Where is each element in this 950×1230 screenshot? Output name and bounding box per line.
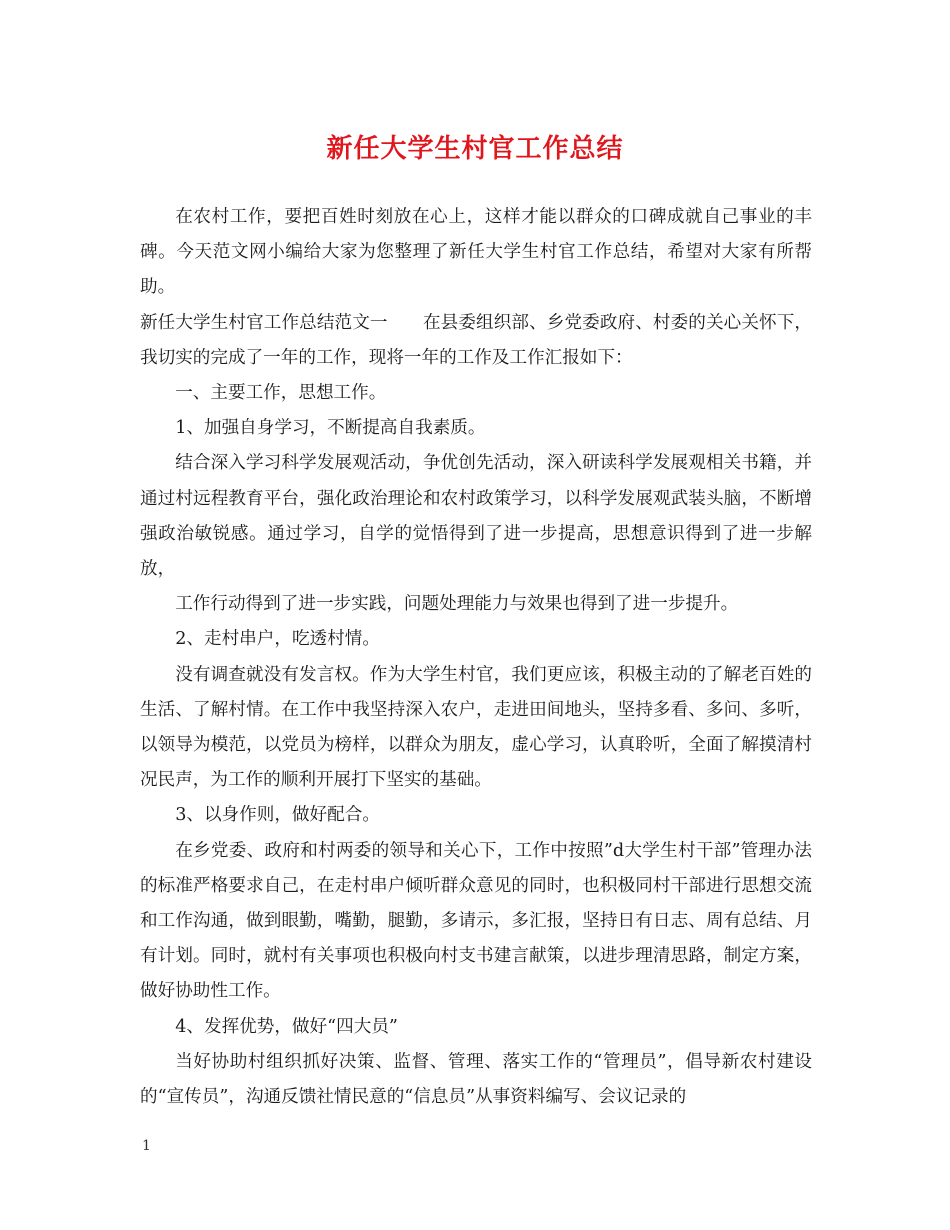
body-paragraph: 工作行动得到了进一步实践，问题处理能力与效果也得到了进一步提升。 xyxy=(175,594,739,615)
body-paragraph: 3、以身作则，做好配合。 xyxy=(175,805,380,826)
body-paragraph: 1、加强自身学习，不断提高自我素质。 xyxy=(175,418,486,439)
body-paragraph: 新任大学生村官工作总结范文一 在县委组织部、乡党委政府、村委的关心关怀下，我切实的完成了一年的工作，现将一年的工作及工作汇报如下： xyxy=(140,312,812,368)
body-paragraph: 结合深入学习科学发展观活动，争优创先活动，深入研读科学发展观相关书籍，并通过村远程教育平台，强化政治理论和农村政策学习，以科学发展观武装头脑，不断增强政治敏锐感。通过学习，自学的觉悟得到了进一步提高，思想意识得到了进一步解放， xyxy=(140,453,812,580)
body-paragraph: 在乡党委、政府和村两委的领导和关心下，工作中按照”d大学生村干部”管理办法的标准严格要求自己，在走村串户倾听群众意见的同时，也积极同村干部进行思想交流和工作沟通，做到眼勤，嘴勤，腿勤，多请示，多汇报，坚持日有日志、周有总结、月有计划。同时，就村有关事项也积极向村支书建言献策，以进步理清思路，制定方案，做好协助性工作。 xyxy=(140,840,812,1002)
page-number: 1 xyxy=(142,1138,151,1154)
document-title: 新任大学生村官工作总结 xyxy=(326,134,624,164)
body-paragraph: 一、主要工作，思想工作。 xyxy=(175,383,387,404)
body-paragraph: 当好协助村组织抓好决策、监督、管理、落实工作的“管理员”，倡导新农村建设的“宣传员”，沟通反馈社情民意的“信息员”从事资料编写、会议记录的 xyxy=(140,1051,812,1108)
body-paragraph: 在农村工作，要把百姓时刻放在心上，这样才能以群众的口碑成就自己事业的丰碑。今天范文网小编给大家为您整理了新任大学生村官工作总结，希望对大家有所帮助。 xyxy=(140,207,812,298)
body-paragraph: 没有调查就没有发言权。作为大学生村官，我们更应该，积极主动的了解老百姓的生活、了解村情。在工作中我坚持深入农户，走进田间地头，坚持多看、多问、多听，以领导为模范，以党员为榜样，以群众为朋友，虚心学习，认真聆听，全面了解摸清村况民声，为工作的顺利开展打下坚实的基础。 xyxy=(140,664,812,791)
body-paragraph: 2、走村串户，吃透村情。 xyxy=(175,629,380,650)
body-paragraph: 4、发挥优势，做好“四大员” xyxy=(175,1016,398,1037)
document-body xyxy=(140,200,812,1115)
